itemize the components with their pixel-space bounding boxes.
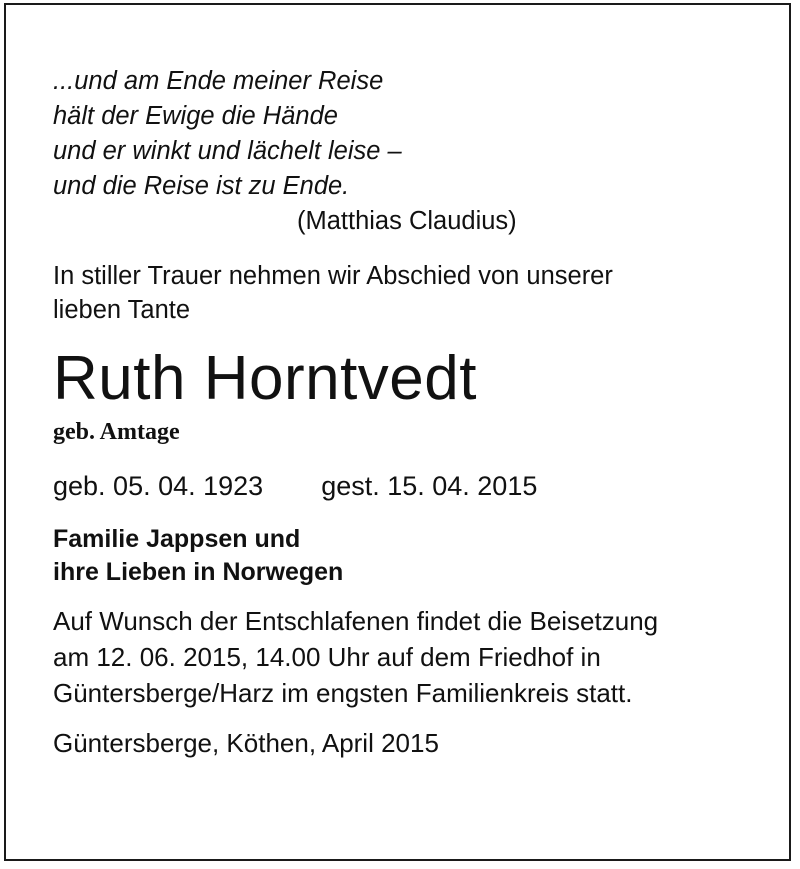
poem-line: und er winkt und lächelt leise –: [53, 137, 402, 165]
notice-line: am 12. 06. 2015, 14.00 Uhr auf dem Friedhof in: [53, 642, 601, 672]
intro-text: [53, 259, 753, 327]
notice-line: Güntersberge/Harz im engsten Familienkreis statt.: [53, 678, 633, 708]
life-dates: [53, 469, 753, 503]
intro-line: In stiller Trauer nehmen wir Abschied von unserer: [53, 262, 613, 290]
deceased-name: Ruth Horntvedt: [53, 344, 477, 413]
poem: [53, 64, 753, 204]
intro-line: lieben Tante: [53, 296, 191, 324]
poem-line: hält der Ewige die Hände: [53, 102, 338, 130]
mourners-line: ihre Lieben in Norwegen: [53, 558, 344, 586]
mourners: [53, 523, 753, 589]
poem-line: ...und am Ende meiner Reise: [53, 67, 384, 95]
birth-name: geb. Amtage: [53, 419, 180, 445]
notice-line: Auf Wunsch der Entschlafenen findet die Beisetzung: [53, 606, 659, 636]
burial-notice: [53, 603, 753, 711]
mourners-line: Familie Jappsen und: [53, 525, 301, 553]
obituary-content: [53, 64, 753, 761]
birth-date: geb. 05. 04. 1923: [53, 471, 264, 501]
death-date: gest. 15. 04. 2015: [321, 471, 538, 501]
poem-line: und die Reise ist zu Ende.: [53, 172, 350, 200]
place-and-date: Güntersberge, Köthen, April 2015: [53, 728, 439, 758]
poem-attribution: (Matthias Claudius): [297, 207, 517, 235]
